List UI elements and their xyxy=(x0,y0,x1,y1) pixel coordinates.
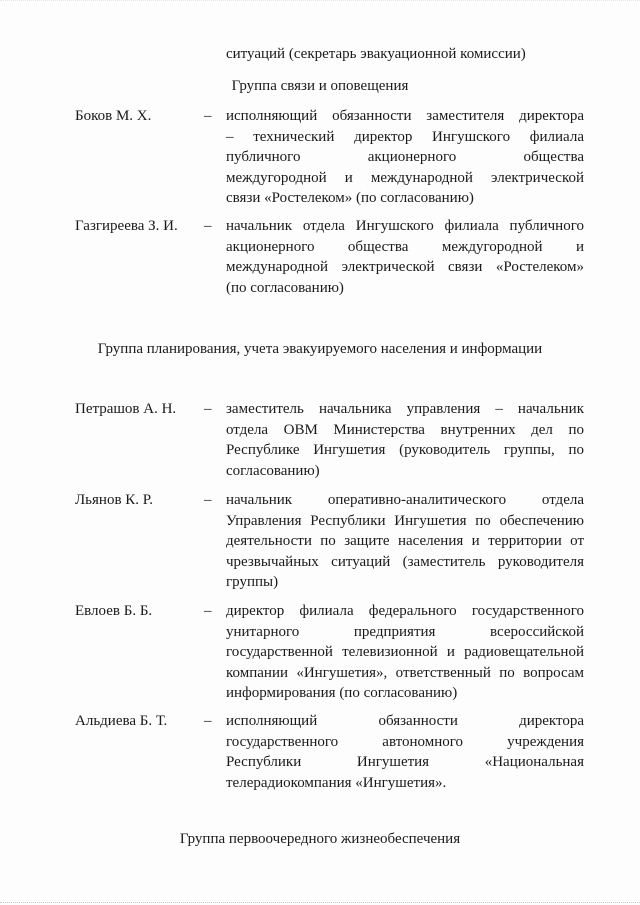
member-dash: – xyxy=(204,401,212,417)
member-name-petrashov: Петрашов А. Н. xyxy=(75,401,177,417)
description-line: начальник отдела Ингушского филиала публичного xyxy=(226,218,584,234)
description-line: унитарного предприятия всероссийской xyxy=(226,623,584,640)
description-line: чрезвычайных ситуаций (заместитель руководителя xyxy=(226,553,584,570)
member-name-bokov: Боков М. Х. xyxy=(75,108,152,124)
member-dash: – xyxy=(204,218,212,234)
description-line: информирования (по согласованию) xyxy=(226,685,458,701)
member-dash: – xyxy=(204,603,212,619)
description-line: публичного акционерного общества xyxy=(226,149,584,165)
group-title-communication: Группа связи и оповещения xyxy=(231,78,409,94)
member-name-aldieva: Альдиева Б. Т. xyxy=(75,713,168,729)
member-description-lyanov xyxy=(226,490,584,593)
member-dash: – xyxy=(204,108,212,124)
group-title-planning: Группа планирования, учета эвакуируемого населения и информации xyxy=(97,341,543,357)
member-description-petrashov xyxy=(226,399,584,481)
member-name-evloev: Евлоев Б. Б. xyxy=(75,603,153,619)
member-description-bokov xyxy=(226,106,584,209)
description-line: международной электрической связи «Ростелеком» xyxy=(226,259,584,275)
description-line: Управления Республики Ингушетия по обеспечению xyxy=(226,512,584,529)
description-line: отдела ОВМ Министерства внутренних дел по xyxy=(226,421,584,438)
description-line: Республики Ингушетия «Национальная xyxy=(226,754,584,770)
description-line: согласованию) xyxy=(226,462,320,479)
description-line: заместитель начальника управления – начальник xyxy=(226,401,584,417)
page-bottom-edge xyxy=(0,902,640,904)
description-line: (по согласованию) xyxy=(226,279,344,296)
description-line: – технический директор Ингушского филиала xyxy=(226,128,584,145)
description-line: междугородной и международной электрической xyxy=(226,169,584,186)
description-line: компании «Ингушетия», ответственный по вопросам xyxy=(226,664,584,681)
member-name-gazgireeva: Газгиреева З. И. xyxy=(75,218,178,234)
description-line: исполняющий обязанности директора xyxy=(226,713,584,729)
description-line: начальник оперативно-аналитического отдела xyxy=(226,492,584,508)
description-line: исполняющий обязанности заместителя директора xyxy=(226,108,584,124)
page-top-edge xyxy=(0,0,640,2)
member-description-evloev xyxy=(226,601,584,704)
member-description-aldieva xyxy=(226,711,584,793)
description-line: Республике Ингушетия (руководитель группы, по xyxy=(226,442,584,458)
member-dash: – xyxy=(204,713,212,729)
description-line: государственного автономного учреждения xyxy=(226,733,584,750)
description-line: директор филиала федерального государственного xyxy=(226,603,584,619)
description-line: государственной телевизионной и радиовещательной xyxy=(226,644,584,660)
description-line: деятельности по защите населения и территории от xyxy=(226,533,584,549)
description-line: группы) xyxy=(226,574,279,590)
continued-text: ситуаций (секретарь эвакуационной комиссии) xyxy=(226,46,526,62)
member-description-gazgireeva xyxy=(226,216,584,298)
group-title-life-support: Группа первоочередного жизнеобеспечения xyxy=(179,831,461,847)
description-line: связи «Ростелеком» (по согласованию) xyxy=(226,190,474,206)
description-line: акционерного общества междугородной и xyxy=(226,238,584,255)
description-line: телерадиокомпания «Ингушетия». xyxy=(226,774,447,791)
member-dash: – xyxy=(204,492,212,508)
member-name-lyanov: Льянов К. Р. xyxy=(75,492,153,508)
